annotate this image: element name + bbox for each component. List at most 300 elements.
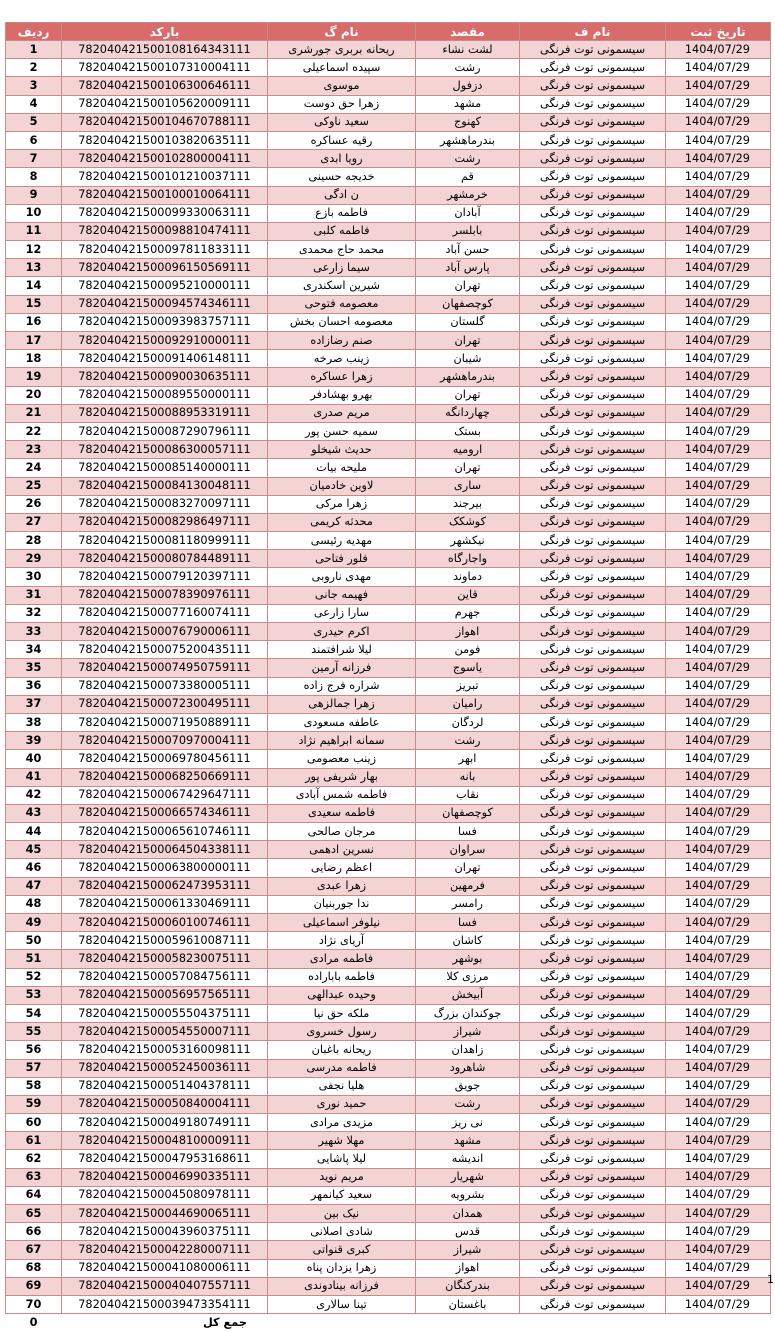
row-sender: سیسمونی توت فرنگی <box>520 1041 666 1059</box>
row-destination: اهواز <box>416 623 520 641</box>
table-row <box>6 1059 771 1077</box>
table-row <box>6 77 771 95</box>
table-row <box>6 1241 771 1259</box>
row-sender: سیسمونی توت فرنگی <box>520 295 666 313</box>
row-date: 1404/07/29 <box>666 677 771 695</box>
row-sender: سیسمونی توت فرنگی <box>520 1023 666 1041</box>
row-destination: ارومیه <box>416 441 520 459</box>
row-index: 46 <box>6 859 62 877</box>
side-number: 1 <box>767 1273 774 1286</box>
row-barcode: 782040421500084130048111 <box>62 477 268 495</box>
row-sender: سیسمونی توت فرنگی <box>520 986 666 1004</box>
row-destination: بانه <box>416 768 520 786</box>
row-date: 1404/07/29 <box>666 750 771 768</box>
row-sender: سیسمونی توت فرنگی <box>520 659 666 677</box>
row-barcode: 782040421500085140000111 <box>62 459 268 477</box>
table-row <box>6 1095 771 1113</box>
row-name-g: اکرم حیدری <box>268 623 416 641</box>
row-date: 1404/07/29 <box>666 131 771 149</box>
row-date: 1404/07/29 <box>666 877 771 895</box>
row-date: 1404/07/29 <box>666 1114 771 1132</box>
table-row <box>6 823 771 841</box>
row-sender: سیسمونی توت فرنگی <box>520 222 666 240</box>
row-destination: دماوند <box>416 568 520 586</box>
row-destination: پارس آباد <box>416 259 520 277</box>
row-name-g: ملیحه بیات <box>268 459 416 477</box>
table-row <box>6 1023 771 1041</box>
row-name-g: رقیه عساکره <box>268 131 416 149</box>
row-sender: سیسمونی توت فرنگی <box>520 568 666 586</box>
row-barcode: 782040421500108164343111 <box>62 41 268 59</box>
row-index: 50 <box>6 932 62 950</box>
row-destination: کوچصفهان <box>416 804 520 822</box>
row-index: 24 <box>6 459 62 477</box>
row-sender: سیسمونی توت فرنگی <box>520 495 666 513</box>
row-destination: همدان <box>416 1205 520 1223</box>
row-name-g: ن ادگی <box>268 186 416 204</box>
table-row <box>6 841 771 859</box>
row-name-g: حمید نوری <box>268 1095 416 1113</box>
row-index: 61 <box>6 1132 62 1150</box>
row-name-g: مریم صدری <box>268 404 416 422</box>
row-destination: کهنوج <box>416 113 520 131</box>
row-index: 56 <box>6 1041 62 1059</box>
row-barcode: 782040421500057084756111 <box>62 968 268 986</box>
row-barcode: 782040421500051404378111 <box>62 1077 268 1095</box>
row-name-g: هلیا نجفی <box>268 1077 416 1095</box>
row-index: 11 <box>6 222 62 240</box>
row-destination: رشت <box>416 59 520 77</box>
row-date: 1404/07/29 <box>666 1077 771 1095</box>
row-name-g: زهرا جمالزهی <box>268 695 416 713</box>
row-sender: سیسمونی توت فرنگی <box>520 1277 666 1295</box>
table-row <box>6 513 771 531</box>
table-row <box>6 422 771 440</box>
row-date: 1404/07/29 <box>666 77 771 95</box>
row-destination: بستک <box>416 422 520 440</box>
row-index: 9 <box>6 186 62 204</box>
row-name-g: مهلا شهیر <box>268 1132 416 1150</box>
row-sender: سیسمونی توت فرنگی <box>520 1259 666 1277</box>
row-destination: شیراز <box>416 1241 520 1259</box>
row-sender: سیسمونی توت فرنگی <box>520 1223 666 1241</box>
row-sender: سیسمونی توت فرنگی <box>520 1168 666 1186</box>
row-index: 54 <box>6 1004 62 1022</box>
row-date: 1404/07/29 <box>666 222 771 240</box>
row-barcode: 782040421500100010064111 <box>62 186 268 204</box>
row-destination: لشت نشاء <box>416 41 520 59</box>
row-destination: کوچصفهان <box>416 295 520 313</box>
row-barcode: 782040421500048100009111 <box>62 1132 268 1150</box>
row-index: 10 <box>6 204 62 222</box>
table-row <box>6 750 771 768</box>
row-index: 32 <box>6 604 62 622</box>
row-barcode: 782040421500066574346111 <box>62 804 268 822</box>
row-name-g: ملکه حق نیا <box>268 1004 416 1022</box>
table-row <box>6 241 771 259</box>
row-index: 59 <box>6 1095 62 1113</box>
row-date: 1404/07/29 <box>666 277 771 295</box>
row-name-g: مزیدی مرادی <box>268 1114 416 1132</box>
row-date: 1404/07/29 <box>666 1023 771 1041</box>
row-barcode: 782040421500063800000111 <box>62 859 268 877</box>
row-destination: چهاردانگه <box>416 404 520 422</box>
row-barcode: 782040421500087290796111 <box>62 422 268 440</box>
row-barcode: 782040421500039473354111 <box>62 1295 268 1313</box>
row-name-g: مریم نوید <box>268 1168 416 1186</box>
row-name-g: فاطمه سعیدی <box>268 804 416 822</box>
table-row <box>6 1077 771 1095</box>
row-name-g: لیلا پاشایی <box>268 1150 416 1168</box>
row-name-g: عاطفه مسعودی <box>268 713 416 731</box>
row-name-g: موسوی <box>268 77 416 95</box>
row-date: 1404/07/29 <box>666 1223 771 1241</box>
table-row <box>6 768 771 786</box>
header-name-g: نام گ <box>268 23 416 41</box>
row-destination: رامسر <box>416 895 520 913</box>
table-row <box>6 877 771 895</box>
row-sender: سیسمونی توت فرنگی <box>520 877 666 895</box>
row-destination: آبیخش <box>416 986 520 1004</box>
row-destination: خرمشهر <box>416 186 520 204</box>
row-index: 1 <box>6 41 62 59</box>
row-barcode: 782040421500097811833111 <box>62 241 268 259</box>
row-destination: قاین <box>416 586 520 604</box>
row-name-g: نیک بین <box>268 1205 416 1223</box>
row-sender: سیسمونی توت فرنگی <box>520 1132 666 1150</box>
row-name-g: محمد حاج محمدی <box>268 241 416 259</box>
row-barcode: 782040421500104670788111 <box>62 113 268 131</box>
row-destination: تهران <box>416 277 520 295</box>
row-date: 1404/07/29 <box>666 950 771 968</box>
row-name-g: مهدیه رئیسی <box>268 532 416 550</box>
row-destination: شیبان <box>416 350 520 368</box>
row-index: 18 <box>6 350 62 368</box>
row-sender: سیسمونی توت فرنگی <box>520 950 666 968</box>
row-destination: جویق <box>416 1077 520 1095</box>
row-date: 1404/07/29 <box>666 332 771 350</box>
row-barcode: 782040421500102800004111 <box>62 150 268 168</box>
table-row <box>6 732 771 750</box>
row-sender: سیسمونی توت فرنگی <box>520 1150 666 1168</box>
table-row <box>6 404 771 422</box>
row-date: 1404/07/29 <box>666 1059 771 1077</box>
row-destination: حسن آباد <box>416 241 520 259</box>
header-idx: ردیف <box>6 23 62 41</box>
row-index: 21 <box>6 404 62 422</box>
row-name-g: فاطمه کلبی <box>268 222 416 240</box>
row-date: 1404/07/29 <box>666 441 771 459</box>
row-barcode: 782040421500071950889111 <box>62 713 268 731</box>
table-row <box>6 277 771 295</box>
row-sender: سیسمونی توت فرنگی <box>520 804 666 822</box>
table-row <box>6 1004 771 1022</box>
row-barcode: 782040421500072300495111 <box>62 695 268 713</box>
row-index: 30 <box>6 568 62 586</box>
table-row <box>6 950 771 968</box>
row-index: 42 <box>6 786 62 804</box>
row-barcode: 782040421500059610087111 <box>62 932 268 950</box>
header-row <box>6 23 771 41</box>
row-destination: زاهدان <box>416 1041 520 1059</box>
row-date: 1404/07/29 <box>666 95 771 113</box>
row-barcode: 782040421500073380005111 <box>62 677 268 695</box>
row-sender: سیسمونی توت فرنگی <box>520 441 666 459</box>
table-row <box>6 713 771 731</box>
row-sender: سیسمونی توت فرنگی <box>520 386 666 404</box>
row-destination: جهرم <box>416 604 520 622</box>
shipment-table <box>5 22 771 1332</box>
row-name-g: زهرا مرکی <box>268 495 416 513</box>
row-date: 1404/07/29 <box>666 695 771 713</box>
table-row <box>6 932 771 950</box>
row-destination: شهریار <box>416 1168 520 1186</box>
row-date: 1404/07/29 <box>666 168 771 186</box>
row-date: 1404/07/29 <box>666 604 771 622</box>
table-row <box>6 313 771 331</box>
row-name-g: زهرا حق دوست <box>268 95 416 113</box>
row-barcode: 782040421500080784489111 <box>62 550 268 568</box>
row-date: 1404/07/29 <box>666 422 771 440</box>
row-barcode: 782040421500079120397111 <box>62 568 268 586</box>
table-row <box>6 1205 771 1223</box>
row-name-g: سمانه ابراهیم نژاد <box>268 732 416 750</box>
row-sender: سیسمونی توت فرنگی <box>520 532 666 550</box>
row-date: 1404/07/29 <box>666 150 771 168</box>
row-sender: سیسمونی توت فرنگی <box>520 95 666 113</box>
row-barcode: 782040421500053160098111 <box>62 1041 268 1059</box>
row-sender: سیسمونی توت فرنگی <box>520 404 666 422</box>
row-date: 1404/07/29 <box>666 368 771 386</box>
row-name-g: رویا ابدی <box>268 150 416 168</box>
row-name-g: فرزانه آرمین <box>268 659 416 677</box>
total-label: جمع کل <box>62 1314 268 1332</box>
row-name-g: لیلا شرافتمند <box>268 641 416 659</box>
row-barcode: 782040421500049180749111 <box>62 1114 268 1132</box>
row-name-g: نیلوفر اسماعیلی <box>268 914 416 932</box>
row-index: 15 <box>6 295 62 313</box>
row-sender: سیسمونی توت فرنگی <box>520 332 666 350</box>
row-barcode: 782040421500074950759111 <box>62 659 268 677</box>
row-sender: سیسمونی توت فرنگی <box>520 1095 666 1113</box>
row-name-g: وحیده عبدالهی <box>268 986 416 1004</box>
row-barcode: 782040421500052450036111 <box>62 1059 268 1077</box>
table-row <box>6 204 771 222</box>
row-sender: سیسمونی توت فرنگی <box>520 641 666 659</box>
row-name-g: زهرا یزدان پناه <box>268 1259 416 1277</box>
row-index: 35 <box>6 659 62 677</box>
table-row <box>6 641 771 659</box>
row-index: 7 <box>6 150 62 168</box>
row-index: 36 <box>6 677 62 695</box>
table-row <box>6 1114 771 1132</box>
table-row <box>6 477 771 495</box>
row-date: 1404/07/29 <box>666 1205 771 1223</box>
total-empty-4 <box>666 1314 771 1332</box>
row-destination: شاهرود <box>416 1059 520 1077</box>
row-name-g: محدثه کریمی <box>268 513 416 531</box>
header-reg-date: تاریخ ثبت <box>666 23 771 41</box>
table-row <box>6 186 771 204</box>
row-destination: اهواز <box>416 1259 520 1277</box>
row-destination: ابهر <box>416 750 520 768</box>
row-index: 69 <box>6 1277 62 1295</box>
row-date: 1404/07/29 <box>666 1004 771 1022</box>
row-sender: سیسمونی توت فرنگی <box>520 768 666 786</box>
row-sender: سیسمونی توت فرنگی <box>520 241 666 259</box>
table-row <box>6 659 771 677</box>
table-row <box>6 368 771 386</box>
row-name-g: فرزانه بینادوندی <box>268 1277 416 1295</box>
row-date: 1404/07/29 <box>666 295 771 313</box>
row-index: 27 <box>6 513 62 531</box>
row-date: 1404/07/29 <box>666 786 771 804</box>
table-row <box>6 295 771 313</box>
row-sender: سیسمونی توت فرنگی <box>520 77 666 95</box>
row-index: 51 <box>6 950 62 968</box>
row-index: 28 <box>6 532 62 550</box>
row-name-g: زهرا عساکره <box>268 368 416 386</box>
row-date: 1404/07/29 <box>666 386 771 404</box>
row-index: 26 <box>6 495 62 513</box>
row-barcode: 782040421500064504338111 <box>62 841 268 859</box>
row-name-g: شیرین اسکندری <box>268 277 416 295</box>
row-index: 48 <box>6 895 62 913</box>
row-barcode: 782040421500089550000111 <box>62 386 268 404</box>
row-barcode: 782040421500054550007111 <box>62 1023 268 1041</box>
table-row <box>6 1132 771 1150</box>
table-row <box>6 968 771 986</box>
table-row <box>6 459 771 477</box>
row-name-g: بهرو بهشادفر <box>268 386 416 404</box>
row-sender: سیسمونی توت فرنگی <box>520 1004 666 1022</box>
row-barcode: 782040421500075200435111 <box>62 641 268 659</box>
row-sender: سیسمونی توت فرنگی <box>520 1059 666 1077</box>
row-destination: گلستان <box>416 313 520 331</box>
row-date: 1404/07/29 <box>666 1241 771 1259</box>
row-name-g: ریحانه باغبان <box>268 1041 416 1059</box>
row-destination: یاسوج <box>416 659 520 677</box>
row-sender: سیسمونی توت فرنگی <box>520 932 666 950</box>
table-row <box>6 95 771 113</box>
row-index: 67 <box>6 1241 62 1259</box>
row-date: 1404/07/29 <box>666 350 771 368</box>
row-barcode: 782040421500092910000111 <box>62 332 268 350</box>
row-barcode: 782040421500040407557111 <box>62 1277 268 1295</box>
row-sender: سیسمونی توت فرنگی <box>520 459 666 477</box>
row-barcode: 782040421500047953168611 <box>62 1150 268 1168</box>
table-row <box>6 1186 771 1204</box>
row-barcode: 782040421500043960375111 <box>62 1223 268 1241</box>
row-date: 1404/07/29 <box>666 1277 771 1295</box>
row-name-g: شادی اصلانی <box>268 1223 416 1241</box>
table-row <box>6 623 771 641</box>
row-index: 57 <box>6 1059 62 1077</box>
row-name-g: بهار شریفی پور <box>268 768 416 786</box>
row-barcode: 782040421500086300057111 <box>62 441 268 459</box>
table-row <box>6 1295 771 1313</box>
row-name-g: سارا زارعی <box>268 604 416 622</box>
row-index: 29 <box>6 550 62 568</box>
row-destination: مرزی کلا <box>416 968 520 986</box>
row-barcode: 782040421500044690065111 <box>62 1205 268 1223</box>
table-row <box>6 986 771 1004</box>
row-destination: فسا <box>416 823 520 841</box>
row-name-g: صنم رضازاده <box>268 332 416 350</box>
row-date: 1404/07/29 <box>666 1186 771 1204</box>
row-sender: سیسمونی توت فرنگی <box>520 1077 666 1095</box>
table-row <box>6 586 771 604</box>
table-row <box>6 550 771 568</box>
row-barcode: 782040421500046990335111 <box>62 1168 268 1186</box>
row-date: 1404/07/29 <box>666 313 771 331</box>
row-sender: سیسمونی توت فرنگی <box>520 277 666 295</box>
row-destination: رشت <box>416 732 520 750</box>
row-destination: ساری <box>416 477 520 495</box>
row-date: 1404/07/29 <box>666 41 771 59</box>
table-row <box>6 495 771 513</box>
row-destination: مشهد <box>416 95 520 113</box>
row-name-g: فاطمه بازع <box>268 204 416 222</box>
row-sender: سیسمونی توت فرنگی <box>520 914 666 932</box>
row-index: 34 <box>6 641 62 659</box>
row-barcode: 782040421500077160074111 <box>62 604 268 622</box>
row-date: 1404/07/29 <box>666 459 771 477</box>
row-date: 1404/07/29 <box>666 823 771 841</box>
row-index: 14 <box>6 277 62 295</box>
table-row <box>6 895 771 913</box>
row-sender: سیسمونی توت فرنگی <box>520 368 666 386</box>
row-barcode: 782040421500041080006111 <box>62 1259 268 1277</box>
row-date: 1404/07/29 <box>666 477 771 495</box>
row-name-g: معصومه فتوحی <box>268 295 416 313</box>
row-barcode: 782040421500098810474111 <box>62 222 268 240</box>
row-destination: بندرکنگان <box>416 1277 520 1295</box>
row-sender: سیسمونی توت فرنگی <box>520 586 666 604</box>
row-destination: بابلسر <box>416 222 520 240</box>
total-empty-3 <box>520 1314 666 1332</box>
row-barcode: 782040421500058230075111 <box>62 950 268 968</box>
row-index: 6 <box>6 131 62 149</box>
row-barcode: 782040421500065610746111 <box>62 823 268 841</box>
row-index: 64 <box>6 1186 62 1204</box>
row-barcode: 782040421500095210000111 <box>62 277 268 295</box>
table-row <box>6 695 771 713</box>
table-row <box>6 786 771 804</box>
row-name-g: فاطمه مدرسی <box>268 1059 416 1077</box>
row-index: 55 <box>6 1023 62 1041</box>
row-sender: سیسمونی توت فرنگی <box>520 1241 666 1259</box>
row-sender: سیسمونی توت فرنگی <box>520 695 666 713</box>
row-name-g: مرجان صالحی <box>268 823 416 841</box>
row-destination: باغستان <box>416 1295 520 1313</box>
row-date: 1404/07/29 <box>666 513 771 531</box>
row-date: 1404/07/29 <box>666 1259 771 1277</box>
row-index: 65 <box>6 1205 62 1223</box>
row-sender: سیسمونی توت فرنگی <box>520 313 666 331</box>
row-index: 31 <box>6 586 62 604</box>
row-destination: قم <box>416 168 520 186</box>
row-destination: رامیان <box>416 695 520 713</box>
table-row <box>6 532 771 550</box>
row-barcode: 782040421500076790006111 <box>62 623 268 641</box>
table-row <box>6 604 771 622</box>
table-row <box>6 150 771 168</box>
row-name-g: فاطمه مرادی <box>268 950 416 968</box>
row-index: 41 <box>6 768 62 786</box>
header-name-f: نام ف <box>520 23 666 41</box>
row-index: 37 <box>6 695 62 713</box>
